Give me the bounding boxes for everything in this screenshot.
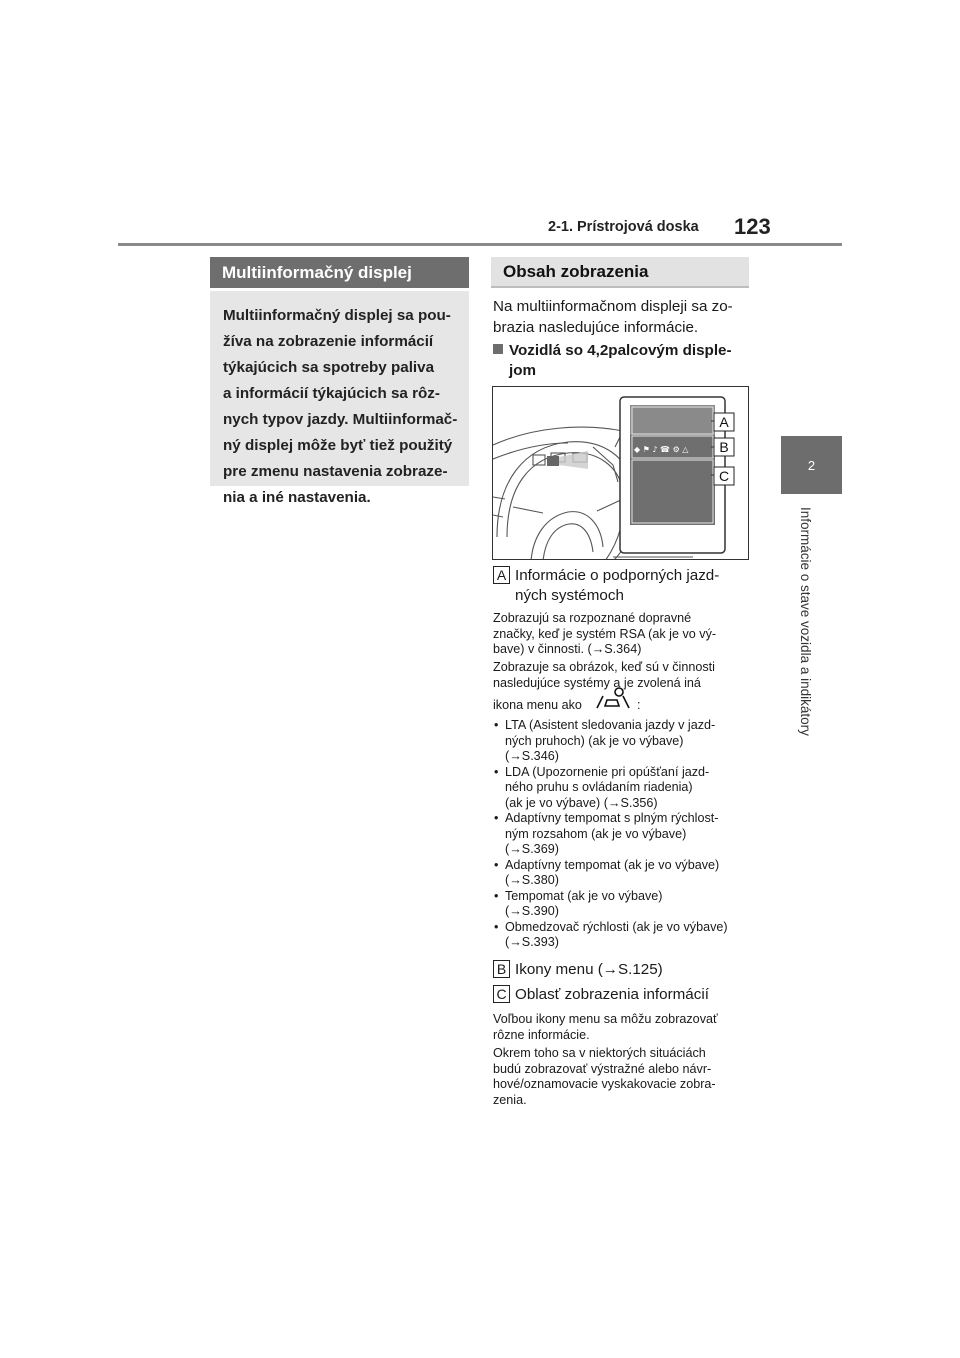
paragraph-line: zenia. bbox=[493, 1092, 527, 1107]
paragraph-rsa bbox=[493, 611, 755, 658]
dashboard-drawing bbox=[493, 387, 749, 560]
summary-line: žíva na zobrazenie informácií bbox=[223, 333, 434, 350]
paragraph-line: rôzne informácie. bbox=[493, 1027, 590, 1042]
paragraph-line: Voľbou ikony menu sa môžu zobrazovať bbox=[493, 1012, 718, 1026]
paragraph-line: Zobrazujú sa rozpoznané dopravné bbox=[493, 611, 692, 625]
summary-line: Multiinformačný displej sa pou- bbox=[223, 307, 451, 324]
section-title: 2-1. Prístrojová doska bbox=[548, 219, 699, 235]
subheading bbox=[493, 341, 755, 381]
item-a-line: Informácie o podporných jazd- bbox=[515, 567, 720, 584]
paragraph-line: Zobrazuje sa obrázok, keď sú v činnosti bbox=[493, 660, 715, 674]
subheading-line: Vozidlá so 4,2palcovým disple- bbox=[509, 342, 732, 359]
item-a bbox=[493, 566, 755, 606]
item-b bbox=[493, 960, 755, 980]
paragraph-line: Okrem toho sa v niektorých situáciách bbox=[493, 1046, 706, 1060]
paragraph-line: ikona menu ako bbox=[493, 698, 582, 712]
item-b-text: Ikony menu (→S.125) bbox=[515, 961, 663, 978]
paragraph-menu bbox=[493, 1012, 755, 1043]
label-a: A bbox=[493, 566, 510, 584]
intro-paragraph bbox=[493, 296, 755, 338]
svg-text:◆ ⚑ ♪ ☎ ⚙ △: ◆ ⚑ ♪ ☎ ⚙ △ bbox=[634, 445, 689, 454]
header-rule bbox=[118, 243, 842, 246]
paragraph-line: značky, keď je systém RSA (ak je vo vý- bbox=[493, 626, 717, 641]
list-item-line: • Adaptívny tempomat (ak je vo výbave) bbox=[505, 857, 720, 872]
item-a-line: ných systémoch bbox=[515, 587, 624, 604]
summary-line: týkajúcich sa spotreby paliva bbox=[223, 359, 435, 376]
list-item-line: • Adaptívny tempomat s plným rýchlost- bbox=[505, 811, 719, 825]
list-item-line: (→S.390) bbox=[505, 904, 559, 918]
paragraph-line: budú zobrazovať výstražné alebo návr- bbox=[493, 1061, 712, 1076]
list-item-line: • Obmedzovač rýchlosti (ak je vo výbave) bbox=[505, 919, 728, 934]
figure-label-a: A bbox=[719, 414, 729, 430]
list-item-line: • LTA (Asistent sledovania jazdy v jazd- bbox=[505, 718, 716, 732]
list-item bbox=[493, 889, 755, 920]
list-item bbox=[493, 765, 755, 812]
label-c: C bbox=[493, 985, 510, 1003]
list-item bbox=[493, 920, 755, 951]
left-summary-box bbox=[210, 291, 469, 506]
list-item bbox=[493, 858, 755, 889]
page-number: 123 bbox=[734, 214, 771, 239]
item-c bbox=[493, 985, 755, 1005]
systems-bullet-list bbox=[493, 718, 755, 951]
display-illustration bbox=[492, 386, 749, 560]
list-item-line: • Tempomat (ak je vo výbave) bbox=[505, 888, 663, 903]
chapter-number: 2 bbox=[807, 457, 816, 473]
chapter-vertical-label bbox=[793, 507, 813, 769]
left-heading: Multiinformačný displej bbox=[210, 257, 469, 288]
list-item-line: ných pruhoch) (ak je vo výbave) bbox=[505, 733, 684, 748]
summary-line: ný displej môže byť tiež použitý bbox=[223, 437, 453, 454]
list-item-line: ného pruhu s ovládaním riadenia) bbox=[505, 780, 693, 794]
paragraph-line: nasledujúce systémy a je zvolená iná bbox=[493, 675, 701, 690]
label-b: B bbox=[493, 960, 510, 978]
paragraph-systems bbox=[493, 660, 755, 714]
summary-line: nia a iné nastavenia. bbox=[223, 489, 371, 506]
list-item bbox=[493, 811, 755, 858]
right-heading: Obsah zobrazenia bbox=[491, 257, 749, 288]
item-c-text: Oblasť zobrazenia informácií bbox=[515, 986, 709, 1003]
list-item-line: (→S.346) bbox=[505, 749, 559, 763]
subheading-line: jom bbox=[509, 362, 537, 379]
list-item-line: (→S.380) bbox=[505, 873, 559, 887]
paragraph-line: hové/oznamovacie vyskakovacie zobra- bbox=[493, 1077, 716, 1091]
display-highlight bbox=[547, 456, 559, 466]
figure-label-c: C bbox=[718, 468, 730, 484]
intro-line: Na multiinformačnom displeji sa zo- bbox=[493, 298, 733, 315]
summary-line: a informácií týkajúcich sa rôz- bbox=[223, 385, 440, 402]
square-bullet-icon bbox=[493, 344, 503, 354]
paragraph-line: : bbox=[637, 698, 641, 712]
chapter-title: Informácie o stave vozidla a indikátory bbox=[798, 507, 813, 736]
paragraph-line-with-icon bbox=[493, 698, 755, 714]
summary-line: nych typov jazdy. Multiinformač- bbox=[223, 411, 458, 428]
intro-line: brazia nasledujúce informácie. bbox=[493, 319, 699, 336]
summary-line: pre zmenu nastavenia zobraze- bbox=[223, 463, 448, 480]
paragraph-popups bbox=[493, 1046, 755, 1108]
list-item-line: ným rozsahom (ak je vo výbave) bbox=[505, 826, 687, 841]
paragraph-line: bave) v činnosti. (→S.364) bbox=[493, 642, 642, 656]
list-item bbox=[493, 718, 755, 765]
chapter-tab bbox=[781, 436, 842, 494]
list-item-line: (→S.369) bbox=[505, 842, 559, 856]
list-item-line: (ak je vo výbave) (→S.356) bbox=[505, 795, 658, 810]
list-item-line: (→S.393) bbox=[505, 935, 559, 949]
list-item-line: • LDA (Upozornenie pri opúšťaní jazd- bbox=[505, 764, 710, 779]
driving-assist-menu-icon bbox=[591, 686, 635, 710]
figure-label-b: B bbox=[719, 439, 729, 455]
